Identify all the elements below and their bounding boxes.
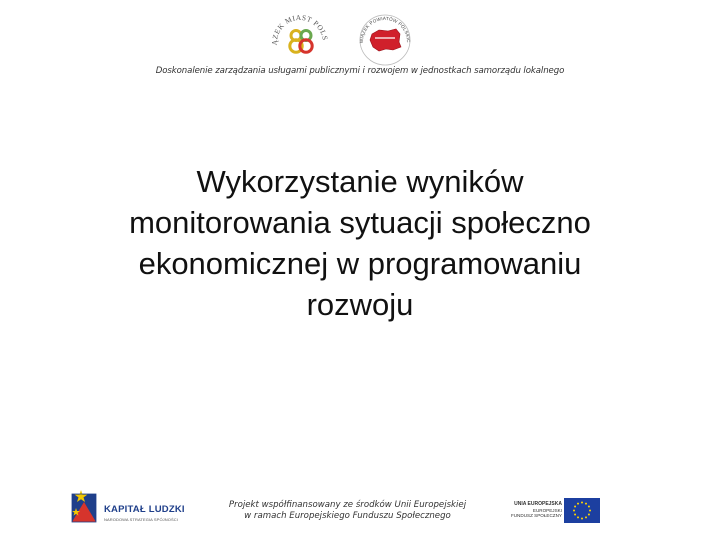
slide-title [40, 161, 680, 325]
cofinancing-line: Projekt współfinansowany ze środków Unii Europejskiej [228, 500, 467, 510]
eu-star-icon [589, 510, 591, 512]
eu-star-icon [577, 516, 579, 518]
eu-star-icon [585, 516, 587, 518]
svg-text:ZWIĄZEK POWIATÓW POLSKICH: WIĄZEK POWIATÓW POLSKIC [358, 15, 412, 44]
title-line: rozwoju [306, 287, 414, 322]
eu-star-icon [573, 510, 575, 512]
zwiazek-powiatow-polskich-logo-icon [355, 12, 415, 68]
footer [0, 486, 720, 530]
eu-label [496, 502, 562, 519]
title-line: Wykorzystanie wyników [196, 164, 524, 199]
eu-star-icon [574, 506, 576, 508]
svg-text:ZWIĄZEK MIAST POLSKICH: ĄZEK MIAST POLS [269, 12, 330, 46]
eu-star-icon [574, 514, 576, 516]
title-line: ekonomicznej w programowaniu [138, 246, 582, 281]
eu-star-icon [585, 503, 587, 505]
eu-flag-icon [564, 498, 600, 523]
eu-label-line: FUNDUSZ SPOŁECZNY [510, 513, 562, 519]
eu-label-line: UNIA EUROPEJSKA [514, 501, 562, 507]
kapital-ludzki-subtitle: NARODOWA STRATEGIA SPÓJNOŚCI [104, 517, 178, 522]
eu-star-icon [581, 518, 583, 520]
cofinancing-note [220, 500, 475, 522]
title-line: monitorowania sytuacji społeczno [129, 205, 591, 240]
eu-star-icon [588, 506, 590, 508]
zwiazek-miast-polskich-logo-icon [268, 8, 332, 72]
eu-star-icon [577, 503, 579, 505]
eu-star-icon [588, 514, 590, 516]
eu-label-line: EUROPEJSKI [532, 507, 562, 513]
project-subtitle: Doskonalenie zarządzania usługami publicznymi i rozwojem w jednostkach samorządu lokalnego [155, 66, 565, 76]
eu-star-icon [581, 502, 583, 504]
cofinancing-line: w ramach Europejskiego Funduszu Społecznego [244, 511, 451, 521]
kapital-ludzki-title: KAPITAŁ LUDZKI [104, 504, 185, 515]
kapital-ludzki-emblem-icon [68, 486, 100, 526]
